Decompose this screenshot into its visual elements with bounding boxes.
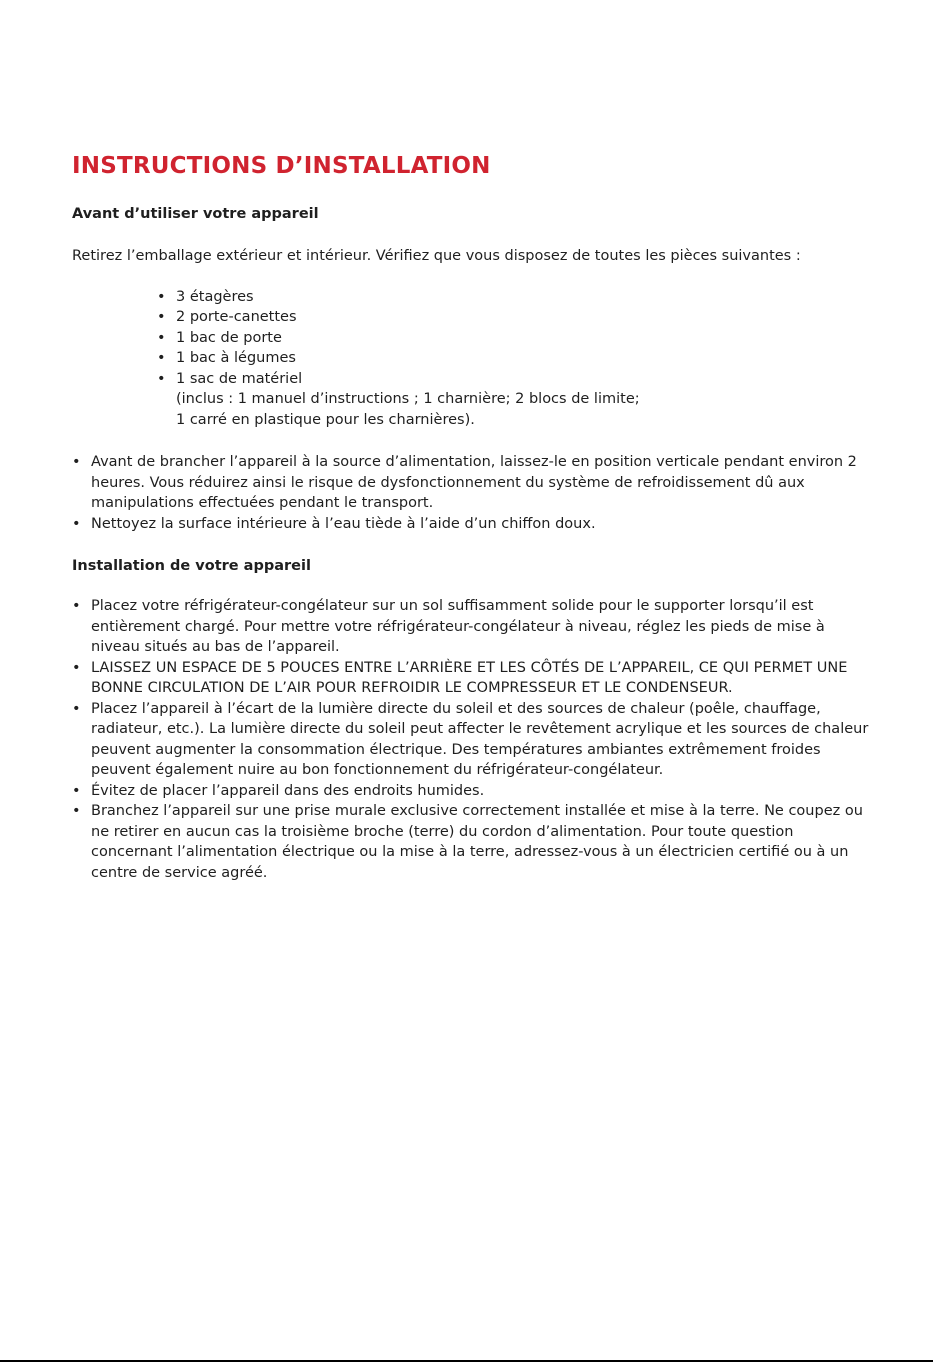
- bullet-icon: •: [72, 598, 81, 614]
- bullet-icon: •: [157, 329, 166, 346]
- bullet-icon: •: [157, 309, 166, 325]
- document-page: [72, 150, 872, 883]
- preparation-tips-list: [72, 452, 872, 534]
- parts-list-item: • 1 bac de porte: [155, 328, 872, 349]
- bullet-icon: •: [72, 659, 81, 676]
- section-heading-installation: Installation de votre appareil: [72, 558, 311, 574]
- bullet-icon: •: [72, 803, 81, 819]
- installation-step: • Placez votre réfrigérateur-congélateur sur un sol suffisamment solide pour le supporter lorsqu’il est entièrement chargé. Pour mettre votre réfrigérateur-congélateur à niveau, réglez les pieds de mise à niveau situés au bas de l’appareil.: [72, 598, 825, 655]
- bullet-icon: •: [157, 288, 166, 305]
- bullet-icon: •: [72, 454, 81, 470]
- parts-list-item: • 1 sac de matériel (inclus : 1 manuel d’instructions ; 1 charnière; 2 blocs de limite; 1 carré en plastique pour les charnières).: [157, 370, 640, 428]
- parts-list-item: • 2 porte-canettes: [155, 307, 872, 328]
- parts-note-line: (inclus : 1 manuel d’instructions ; 1 charnière; 2 blocs de limite;: [176, 391, 640, 407]
- tip-item: • Avant de brancher l’appareil à la source d’alimentation, laissez-le en position verticale pendant environ 2 heures. Vous réduirez ainsi le risque de dysfonctionnement du système de refroidissement dû aux manipulations effectuées pendant le transport.: [72, 454, 857, 511]
- tip-item: • Nettoyez la surface intérieure à l’eau tiède à l’aide d’un chiffon doux.: [72, 514, 872, 535]
- bullet-icon: •: [157, 350, 166, 366]
- installation-step: • Évitez de placer l’appareil dans des endroits humides.: [72, 781, 872, 802]
- installation-step: • Branchez l’appareil sur une prise murale exclusive correctement installée et mise à la terre. Ne coupez ou ne retirer en aucun cas la troisième broche (terre) du cordon d’alimentation. Pour toute question concernant l’alimentation électrique ou la mise à la terre, adressez-vous à un électricien certifié ou à un centre de service agréé.: [72, 803, 863, 881]
- installation-step: • Placez l’appareil à l’écart de la lumière directe du soleil et des sources de chaleur (poêle, chauffage, radiateur, etc.). La lumière directe du soleil peut affecter le revêtement acrylique et les sources de chaleur peuvent augmenter la consommation électrique. Des températures ambiantes extrêmement froides peuvent également nuire au bon fonctionnement du réfrigérateur-congélateur.: [72, 700, 869, 778]
- section-heading-before-use: Avant d’utiliser votre appareil: [72, 206, 319, 222]
- installation-steps-list: [72, 596, 872, 883]
- parts-list: [155, 287, 872, 431]
- parts-list-item: • 3 étagères: [155, 287, 872, 308]
- page-title: INSTRUCTIONS D’INSTALLATION: [72, 153, 491, 179]
- parts-list-item: • 1 bac à légumes: [155, 348, 872, 369]
- bullet-icon: •: [157, 370, 166, 387]
- intro-paragraph: Retirez l’emballage extérieur et intérieur. Vérifiez que vous disposez de toutes les pièces suivantes :: [72, 248, 801, 264]
- bullet-icon: •: [72, 782, 81, 799]
- parts-note-line: 1 carré en plastique pour les charnières).: [176, 411, 475, 428]
- installation-step: • LAISSEZ UN ESPACE DE 5 POUCES ENTRE L’ARRIÈRE ET LES CÔTÉS DE L’APPAREIL, CE QUI PERMET UNE BONNE CIRCULATION DE L’AIR POUR REFROIDIR LE COMPRESSEUR ET LE CONDENSEUR.: [72, 659, 848, 696]
- bullet-icon: •: [72, 700, 81, 717]
- bullet-icon: •: [72, 515, 81, 532]
